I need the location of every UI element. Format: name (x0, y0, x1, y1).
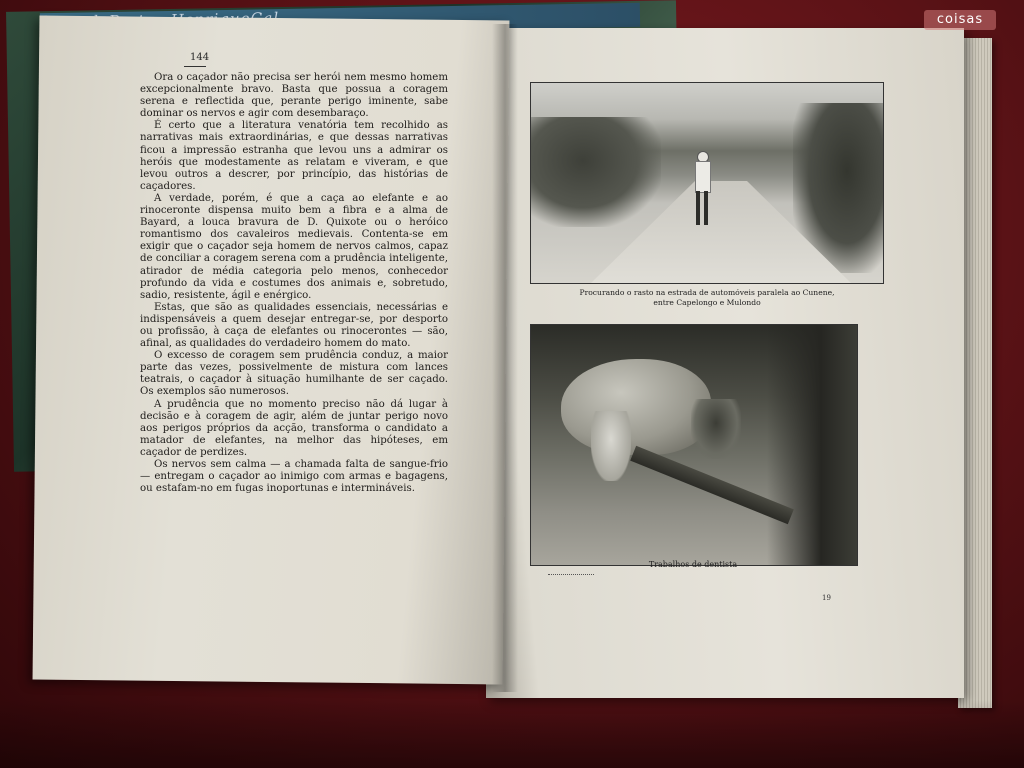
right-page-number: 19 (822, 594, 831, 602)
book-gutter-shadow (492, 24, 518, 692)
photo-hunter (691, 399, 741, 459)
photo-elephant-tusks (530, 324, 858, 566)
caption-top-line: entre Capelongo e Mulondo (653, 298, 761, 307)
caption-dotted-rule (548, 574, 594, 576)
photo-trees-left (531, 117, 661, 227)
left-page-number: 144 (190, 52, 210, 63)
paragraph: Ora o caçador não precisa ser herói nem mesmo homem excepcionalmente bravo. Basta que possua a coragem serena e reflectida que, perante perigo iminente, sabe dominar os nervos e agir com desembaraço. (140, 72, 448, 120)
paragraph: Estas, que são as qualidades essenciais, necessárias e indispensáveis a quem desejar entregar-se, por desporto ou profissão, à caça de elefantes ou rinocerontes — são, afinal, as qualidades do verdadeiro homem do mato. (140, 301, 448, 350)
caption-bottom-photo: Trabalhos de dentista (648, 560, 738, 569)
photo-road-tracking (530, 82, 884, 284)
caption-top-line: Procurando o rasto na estrada de automóveis paralela ao Cunene, (579, 288, 835, 297)
paragraph: O excesso de coragem sem prudência conduz, a maior parte das vezes, possivelmente de mistura com lances teatrais, o caçador à situação humilhante de ser caçado. Os exemplos são numerosos. (140, 350, 448, 398)
watermark-logo: coisas (924, 10, 996, 30)
paragraph: A prudência que no momento preciso não dá lugar à decisão e à coragem de agir, além de juntar perigo novo aos perigos próprios da acção, transforma o candidato a matador de elefantes, na melhor das hipóteses, em caçador de perdizes. (140, 398, 448, 458)
photo-hunter (591, 411, 631, 481)
page-number-rule (184, 66, 206, 67)
caption-top-photo (548, 288, 866, 308)
left-page-text (140, 72, 448, 495)
paragraph: A verdade, porém, é que a caça ao elefante e ao rinoceronte dispensa muito bem a fibra e a alma de Bayard, a louca bravura de D. Quixote ou o heróico romantismo dos cavaleiros medievais. Contenta-se em exigir que o caçador seja homem de nervos calmos, capaz de conciliar a coragem serena com a prudência inteligente, atirador de média categoria pelo menos, conhecedor profundo da vida e costumes dos animais e, sobretudo, sadio, resistente, ágil e enérgico. (140, 192, 448, 301)
photo-man-figure (691, 151, 713, 227)
photo-trees (767, 325, 857, 565)
paragraph: Os nervos sem calma — a chamada falta de sangue-frio — entregam o caçador ao inimigo com armas e bagagens, ou estafam-no em fugas inoportunas e intermináveis. (140, 459, 448, 495)
paragraph: É certo que a literatura venatória tem recolhido as narrativas mais extraordinárias, e que dessas narrativas ficou a impressão estranha que levou uns a admirar os heróis que modestamente as relatam e viveram, e que levou outros a descrer, por princípio, das histórias de caçadores. (140, 120, 448, 192)
foreground-shadow (0, 700, 1024, 768)
photo-elephant (561, 359, 711, 455)
